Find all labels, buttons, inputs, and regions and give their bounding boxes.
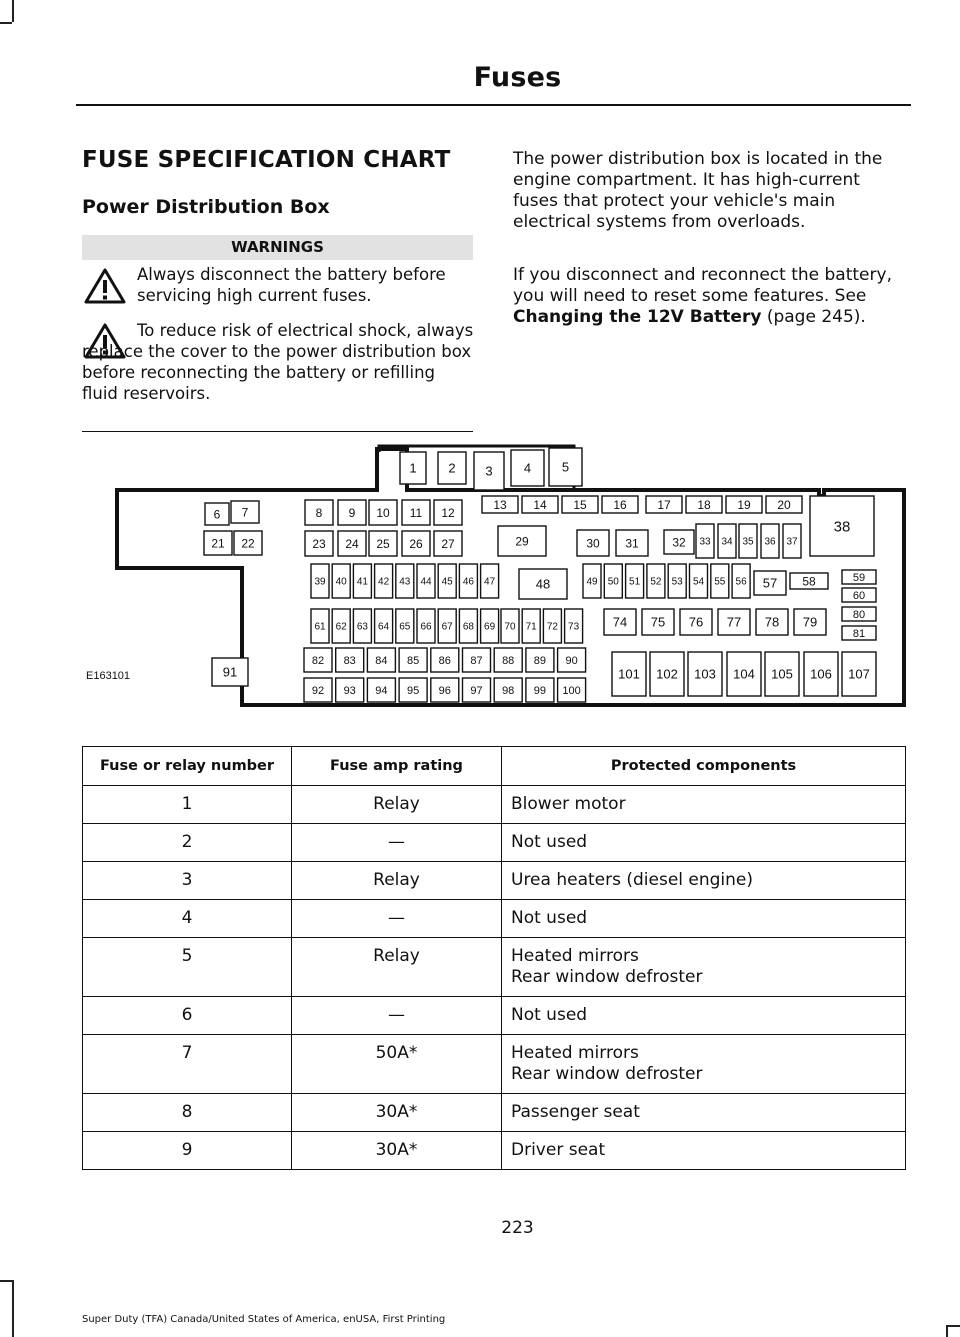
- fuse-slot-42: [375, 564, 393, 598]
- fuse-slot-label: 47: [484, 576, 496, 588]
- fuse-slot-label: 2: [448, 460, 456, 476]
- fuse-slot-label: 1: [409, 460, 417, 476]
- table-header-row: [83, 747, 906, 786]
- fuse-slot-label: 69: [484, 621, 496, 633]
- fuse-slot-label: 52: [650, 576, 662, 588]
- fuse-slot-45: [438, 564, 456, 598]
- warnings-heading: WARNINGS: [82, 235, 473, 260]
- fuse-slot-label: 5: [561, 459, 570, 475]
- page-header-title: Fuses: [473, 62, 562, 93]
- components-cell: [502, 900, 906, 938]
- amp-rating-cell: Relay: [292, 786, 502, 824]
- fuse-slot-label: 95: [406, 684, 420, 697]
- intro-paragraph-2: [513, 265, 908, 328]
- fuse-slot-89: [526, 648, 554, 672]
- fuse-slot-12: [434, 500, 462, 525]
- component-line: Rear window defroster: [511, 967, 703, 987]
- fuse-slot-21: [204, 531, 232, 555]
- fuse-slot-72: [543, 609, 561, 643]
- fuse-slot-label: 80: [852, 608, 866, 621]
- table-row: [83, 786, 906, 824]
- fuse-slot-81: [842, 626, 876, 640]
- fuse-number-cell: 6: [83, 997, 292, 1035]
- fuse-slot-label: 68: [462, 621, 474, 633]
- fuse-slot-82: [304, 648, 332, 672]
- fuse-slot-label: 76: [688, 614, 704, 630]
- fuse-slot-47: [481, 564, 499, 598]
- fuse-slot-label: 50: [607, 576, 619, 588]
- fuse-slot-67: [438, 609, 456, 643]
- fuse-slot-36: [761, 524, 779, 558]
- fuse-slot-100: [558, 678, 586, 702]
- fuse-slot-44: [417, 564, 435, 598]
- fuse-slot-label: 14: [533, 497, 547, 512]
- crop-mark: [12, 0, 14, 22]
- section-title: FUSE SPECIFICATION CHART: [82, 147, 451, 173]
- fuse-slot-label: 35: [742, 536, 754, 548]
- crop-mark: [12, 1280, 14, 1337]
- warning-triangle-icon: [84, 268, 126, 304]
- fuse-slot-label: 74: [612, 614, 628, 630]
- fuse-slot-label: 12: [441, 505, 455, 520]
- amp-rating-cell: Relay: [292, 938, 502, 997]
- amp-rating-cell: —: [292, 997, 502, 1035]
- fuse-slot-26: [402, 531, 430, 556]
- fuse-slot-11: [402, 500, 430, 525]
- fuse-slot-label: 85: [406, 654, 420, 667]
- fuse-slot-61: [311, 609, 329, 643]
- fuse-slot-94: [367, 678, 395, 702]
- fuse-slot-label: 70: [504, 621, 516, 633]
- fuse-slot-label: 67: [441, 621, 453, 633]
- fuse-slot-73: [565, 609, 583, 643]
- fuse-slot-7: [231, 501, 259, 523]
- component-line: Not used: [511, 1005, 588, 1025]
- fuse-slot-label: 71: [525, 621, 537, 633]
- fuse-slot-label: 62: [335, 621, 347, 633]
- fuse-slot-66: [417, 609, 435, 643]
- fuse-slot-1: [400, 452, 426, 484]
- fuse-slot-label: 26: [409, 536, 423, 551]
- fuse-slot-label: 49: [586, 576, 598, 588]
- fuse-number-cell: 9: [83, 1132, 292, 1170]
- amp-rating-cell: 50A*: [292, 1035, 502, 1094]
- fuse-slot-2: [438, 452, 466, 484]
- fuse-slot-label: 98: [502, 684, 515, 697]
- fuse-slot-85: [399, 648, 427, 672]
- fuse-slot-57: [754, 571, 786, 595]
- fuse-slot-84: [367, 648, 395, 672]
- fuse-slot-107: [842, 652, 876, 696]
- table-row: [83, 1035, 906, 1094]
- fuse-slot-40: [332, 564, 350, 598]
- fuse-slot-78: [756, 609, 788, 635]
- warning-text-2: [82, 320, 475, 404]
- fuse-slot-41: [353, 564, 371, 598]
- fuse-number-cell: 2: [83, 824, 292, 862]
- fuse-slot-label: 45: [441, 576, 453, 588]
- fuse-slot-32: [664, 530, 694, 554]
- fuse-slot-label: 73: [568, 621, 580, 633]
- fuse-slot-96: [431, 678, 459, 702]
- warning-text-2-body: To reduce risk of electrical shock, always replace the cover to the power distribution box before reconnecting the battery or refilling fluid reservoirs.: [82, 321, 474, 403]
- fuse-slot-label: 9: [348, 505, 356, 520]
- fuse-slot-label: 16: [613, 497, 627, 512]
- col-header-rating: Fuse amp rating: [292, 747, 502, 786]
- component-line: Heated mirrors: [511, 1043, 639, 1063]
- fuse-slot-103: [688, 652, 722, 696]
- table-row: [83, 1132, 906, 1170]
- table-row: [83, 1094, 906, 1132]
- table-row: [83, 862, 906, 900]
- fuse-slot-label: 4: [523, 460, 532, 476]
- fuse-slot-label: 65: [399, 621, 411, 633]
- fuse-slot-label: 66: [420, 621, 432, 633]
- fuse-slot-31: [616, 530, 648, 556]
- figure-id: E163101: [86, 670, 131, 682]
- fuse-slot-label: 93: [343, 684, 356, 697]
- fuse-slot-69: [481, 609, 499, 643]
- fuse-slot-17: [646, 496, 682, 513]
- fuse-slot-93: [336, 678, 364, 702]
- intro-paragraph-1: The power distribution box is located in the engine compartment. It has high-current fuses that protect your vehicle's main electrical systems from overloads.: [513, 149, 883, 232]
- fuse-slot-label: 91: [222, 664, 238, 680]
- fuse-slot-label: 30: [586, 536, 600, 551]
- fuse-box-diagram: [82, 440, 912, 715]
- fuse-slot-label: 6: [213, 507, 221, 522]
- fuse-number-cell: 7: [83, 1035, 292, 1094]
- fuse-slot-18: [686, 496, 722, 513]
- fuse-slot-86: [431, 648, 459, 672]
- fuse-slot-46: [459, 564, 477, 598]
- fuse-slot-25: [369, 531, 397, 556]
- fuse-slot-label: 44: [420, 576, 432, 588]
- component-line: Blower motor: [511, 794, 626, 814]
- fuse-slot-39: [311, 564, 329, 598]
- fuse-slot-label: 34: [721, 536, 733, 548]
- fuse-slot-104: [727, 652, 761, 696]
- fuse-slot-35: [739, 524, 757, 558]
- amp-rating-cell: 30A*: [292, 1094, 502, 1132]
- fuse-slot-label: 77: [726, 614, 742, 630]
- fuse-slot-80: [842, 607, 876, 621]
- amp-rating-cell: —: [292, 824, 502, 862]
- fuse-slot-76: [680, 609, 712, 635]
- fuse-slot-38: [810, 496, 874, 556]
- page-number: 223: [501, 1218, 534, 1238]
- fuse-slot-30: [577, 530, 609, 556]
- fuse-slot-20: [766, 496, 802, 513]
- fuse-slot-label: 61: [314, 621, 326, 633]
- fuse-slot-label: 27: [441, 536, 455, 551]
- fuse-slot-label: 57: [762, 575, 778, 591]
- fuse-number-cell: 4: [83, 900, 292, 938]
- fuse-slot-label: 37: [786, 536, 798, 548]
- intro-text: If you disconnect and reconnect the battery, you will need to reset some features. See: [513, 265, 892, 306]
- fuse-slot-label: 46: [462, 576, 474, 588]
- fuse-slot-label: 29: [515, 534, 529, 549]
- fuse-slot-99: [526, 678, 554, 702]
- fuse-slot-label: 72: [546, 621, 558, 633]
- fuse-slot-label: 81: [852, 627, 866, 640]
- crop-mark: [946, 1325, 948, 1337]
- fuse-slot-label: 55: [714, 576, 726, 588]
- fuse-slot-label: 3: [485, 463, 493, 479]
- fuse-slot-97: [463, 678, 491, 702]
- fuse-slot-55: [711, 564, 729, 598]
- amp-rating-cell: Relay: [292, 862, 502, 900]
- fuse-slot-90: [558, 648, 586, 672]
- fuse-slot-71: [522, 609, 540, 643]
- fuse-slot-label: 83: [343, 654, 356, 667]
- fuse-slot-label: 102: [656, 666, 678, 682]
- amp-rating-cell: 30A*: [292, 1132, 502, 1170]
- fuse-slot-label: 48: [535, 576, 551, 592]
- table-row: [83, 900, 906, 938]
- fuse-slot-label: 60: [852, 589, 866, 602]
- component-line: Urea heaters (diesel engine): [511, 870, 754, 890]
- footer-text: Super Duty (TFA) Canada/United States of America, enUSA, First Printing: [82, 1314, 446, 1325]
- components-cell: [502, 862, 906, 900]
- fuse-slot-48: [519, 569, 567, 599]
- crop-mark: [0, 1280, 12, 1282]
- fuse-slot-label: 63: [356, 621, 368, 633]
- fuse-slot-label: 20: [777, 497, 791, 512]
- fuse-slot-label: 43: [399, 576, 411, 588]
- fuse-slot-label: 18: [697, 497, 711, 512]
- fuse-slot-label: 58: [802, 574, 816, 589]
- fuse-slot-label: 88: [502, 654, 515, 667]
- fuse-slot-24: [338, 531, 366, 556]
- component-line: Passenger seat: [511, 1102, 640, 1122]
- fuse-slot-37: [783, 524, 801, 558]
- fuse-slot-51: [626, 564, 644, 598]
- fuse-slot-33: [696, 524, 714, 558]
- fuse-slot-56: [732, 564, 750, 598]
- fuse-slot-label: 53: [671, 576, 683, 588]
- fuse-slot-64: [375, 609, 393, 643]
- fuse-slot-label: 90: [565, 654, 578, 667]
- fuse-slot-59: [842, 570, 876, 584]
- fuse-slot-label: 54: [692, 576, 705, 588]
- component-line: Heated mirrors: [511, 946, 639, 966]
- fuse-slot-label: 15: [573, 497, 587, 512]
- fuse-slot-92: [304, 678, 332, 702]
- fuse-slot-label: 8: [315, 505, 323, 520]
- fuse-slot-label: 11: [409, 505, 423, 520]
- fuse-slot-label: 13: [493, 497, 507, 512]
- fuse-slot-label: 89: [533, 654, 547, 667]
- fuse-slot-label: 25: [376, 536, 390, 551]
- fuse-slot-29: [498, 526, 546, 556]
- fuse-slot-label: 104: [733, 666, 755, 682]
- fuse-slot-60: [842, 588, 876, 602]
- fuse-slot-label: 31: [625, 536, 639, 551]
- fuse-slot-95: [399, 678, 427, 702]
- col-header-components: Protected components: [502, 747, 906, 786]
- fuse-slot-label: 75: [650, 614, 666, 630]
- fuse-slot-label: 100: [562, 684, 581, 697]
- fuse-slot-label: 84: [375, 654, 388, 667]
- fuse-slot-8: [305, 500, 333, 525]
- battery-link[interactable]: Changing the 12V Battery: [513, 307, 762, 327]
- component-line: Not used: [511, 832, 588, 852]
- warning-text-1: Always disconnect the battery before servicing high current fuses.: [137, 265, 446, 305]
- fuse-slot-label: 87: [470, 654, 483, 667]
- fuse-slot-10: [369, 500, 397, 525]
- fuse-slot-102: [650, 652, 684, 696]
- header-rule: [76, 104, 911, 106]
- fuse-number-cell: 8: [83, 1094, 292, 1132]
- fuse-slot-15: [562, 496, 598, 513]
- fuse-slot-label: 41: [356, 576, 368, 588]
- components-cell: [502, 938, 906, 997]
- table-row: [83, 824, 906, 862]
- fuse-slot-50: [604, 564, 622, 598]
- fuse-slot-75: [642, 609, 674, 635]
- fuse-slot-label: 10: [376, 505, 390, 520]
- crop-mark: [946, 1325, 960, 1327]
- fuse-slot-105: [765, 652, 799, 696]
- fuse-slot-16: [602, 496, 638, 513]
- fuse-slot-label: 21: [211, 536, 225, 551]
- fuse-slot-label: 64: [378, 621, 390, 633]
- fuse-slot-label: 24: [345, 536, 359, 551]
- component-line: Rear window defroster: [511, 1064, 703, 1084]
- fuse-slot-label: 33: [699, 536, 711, 548]
- fuse-slot-label: 17: [657, 497, 671, 512]
- fuse-slot-6: [205, 503, 229, 525]
- fuse-slot-label: 105: [771, 666, 793, 682]
- fuse-slot-3: [474, 452, 504, 490]
- fuse-slot-53: [668, 564, 686, 598]
- fuse-slot-88: [494, 648, 522, 672]
- fuse-slot-68: [459, 609, 477, 643]
- fuse-slot-label: 107: [848, 666, 870, 682]
- fuse-slot-label: 7: [241, 505, 249, 520]
- fuse-slot-5: [549, 448, 582, 486]
- fuse-slot-label: 79: [802, 614, 818, 630]
- fuse-slot-label: 97: [470, 684, 483, 697]
- fuse-slot-9: [338, 500, 366, 525]
- fuse-slot-101: [612, 652, 646, 696]
- fuse-slot-label: 51: [629, 576, 641, 588]
- fuse-slot-label: 22: [241, 536, 255, 551]
- fuse-slot-77: [718, 609, 750, 635]
- fuse-slot-label: 82: [311, 654, 325, 667]
- table-row: [83, 938, 906, 997]
- fuse-slot-27: [434, 531, 462, 556]
- components-cell: [502, 1094, 906, 1132]
- fuse-slot-22: [234, 531, 262, 555]
- fuse-number-cell: 3: [83, 862, 292, 900]
- fuse-slot-label: 92: [311, 684, 325, 697]
- fuse-slot-54: [690, 564, 708, 598]
- fuse-slot-65: [396, 609, 414, 643]
- fuse-slot-83: [336, 648, 364, 672]
- fuse-slot-70: [501, 609, 519, 643]
- fuse-slot-23: [305, 531, 333, 556]
- fuse-slot-106: [804, 652, 838, 696]
- fuse-slot-87: [463, 648, 491, 672]
- fuse-slot-label: 38: [833, 518, 851, 536]
- component-line: Not used: [511, 908, 588, 928]
- fuse-slot-19: [726, 496, 762, 513]
- table-row: [83, 997, 906, 1035]
- fuse-group: [204, 448, 876, 702]
- fuse-slot-62: [332, 609, 350, 643]
- fuse-slot-label: 103: [694, 666, 716, 682]
- fuse-slot-79: [794, 609, 826, 635]
- fuse-number-cell: 1: [83, 786, 292, 824]
- fuse-slot-label: 106: [810, 666, 832, 682]
- fuse-slot-74: [604, 609, 636, 635]
- fuse-slot-label: 32: [672, 535, 686, 550]
- fuse-slot-label: 96: [438, 684, 451, 697]
- fuse-slot-98: [494, 678, 522, 702]
- components-cell: [502, 1132, 906, 1170]
- fuse-slot-4: [511, 450, 544, 486]
- fuse-slot-label: 99: [533, 684, 547, 697]
- fuse-slot-91: [212, 658, 248, 686]
- components-cell: [502, 997, 906, 1035]
- fuse-slot-label: 36: [764, 536, 776, 548]
- fuse-slot-14: [522, 496, 558, 513]
- fuse-slot-label: 59: [852, 571, 866, 584]
- fuse-slot-58: [790, 573, 828, 589]
- fuse-number-cell: 5: [83, 938, 292, 997]
- fuse-slot-label: 39: [314, 576, 326, 588]
- fuse-slot-49: [583, 564, 601, 598]
- crop-mark: [0, 22, 12, 24]
- fuse-table: [82, 746, 906, 1170]
- components-cell: [502, 786, 906, 824]
- fuse-slot-label: 56: [735, 576, 747, 588]
- section-subtitle: Power Distribution Box: [82, 196, 330, 218]
- fuse-slot-43: [396, 564, 414, 598]
- fuse-slot-label: 40: [335, 576, 347, 588]
- fuse-slot-label: 19: [737, 497, 751, 512]
- components-cell: [502, 824, 906, 862]
- fuse-slot-63: [353, 609, 371, 643]
- intro-text-after: (page 245).: [761, 307, 866, 327]
- warnings-rule: [82, 431, 473, 432]
- col-header-number: Fuse or relay number: [83, 747, 292, 786]
- fuse-slot-34: [718, 524, 736, 558]
- fuse-slot-label: 94: [375, 684, 388, 697]
- fuse-slot-label: 86: [438, 654, 451, 667]
- fuse-slot-52: [647, 564, 665, 598]
- fuse-slot-label: 78: [764, 614, 780, 630]
- components-cell: [502, 1035, 906, 1094]
- fuse-slot-label: 23: [312, 536, 326, 551]
- amp-rating-cell: —: [292, 900, 502, 938]
- fuse-slot-label: 101: [618, 666, 640, 682]
- fuse-slot-label: 42: [378, 576, 390, 588]
- fuse-slot-13: [482, 496, 518, 513]
- component-line: Driver seat: [511, 1140, 606, 1160]
